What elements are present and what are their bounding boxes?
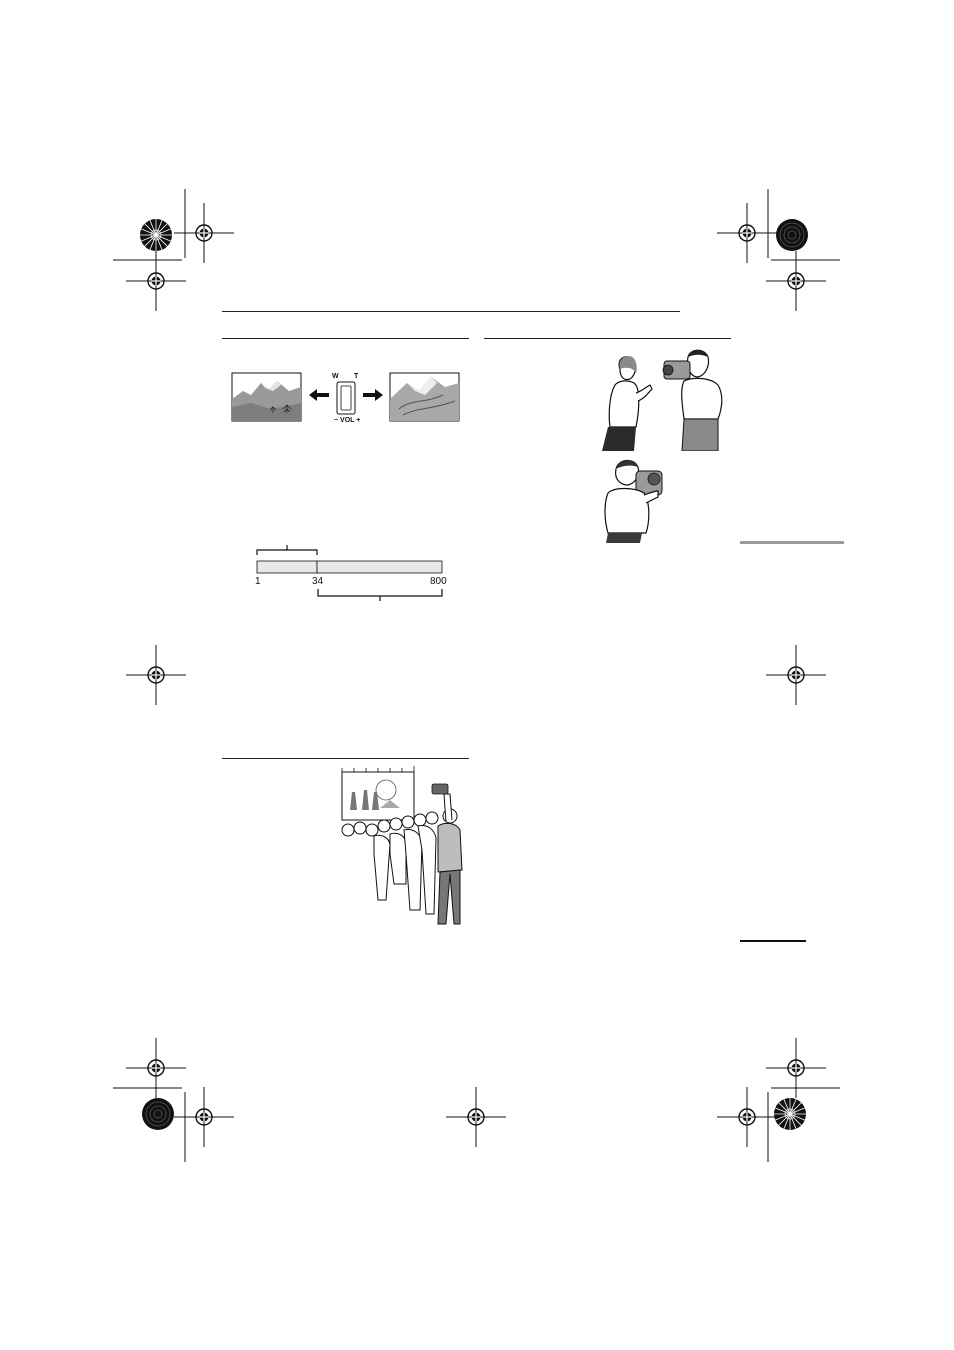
zoom-scale-start: 1: [255, 576, 261, 587]
svg-text:W: W: [332, 373, 339, 380]
arrow-left-icon: [309, 389, 329, 401]
registration-mark-icon: [174, 1087, 234, 1147]
crowd-stage-illustration: [334, 764, 474, 934]
side-rule: [740, 940, 806, 942]
starburst-mark-icon: [774, 1098, 806, 1130]
arrow-right-icon: [363, 389, 383, 401]
section-rule-lower-left: [222, 758, 469, 759]
header-rule: [222, 311, 680, 312]
starburst-mark-icon: [142, 1098, 174, 1130]
starburst-mark-icon: [776, 219, 808, 251]
telephoto-landscape-image: [390, 373, 459, 421]
registration-mark-icon: [446, 1087, 506, 1147]
registration-mark-icon: [126, 1038, 186, 1098]
interview-illustration: [600, 347, 740, 451]
side-tab: [740, 541, 844, 544]
zoom-scale-mid: 34: [312, 576, 324, 587]
man-with-camcorder-figure: [663, 350, 722, 451]
registration-mark-icon: [766, 645, 826, 705]
optical-zoom-segment: [257, 561, 317, 573]
camcorder-operator-illustration: [604, 455, 674, 543]
zoom-lever-icon: [332, 373, 360, 424]
registration-mark-icon: [766, 1038, 826, 1098]
digital-zoom-segment: [317, 561, 442, 573]
section-rule-left: [222, 338, 469, 339]
section-rule-right: [484, 338, 731, 339]
zoom-range-diagram: [252, 543, 452, 603]
zoom-scale-end: 800: [430, 576, 447, 587]
registration-mark-icon: [126, 645, 186, 705]
starburst-mark-icon: [140, 219, 172, 251]
wide-landscape-image: [232, 373, 301, 421]
svg-text:T: T: [354, 373, 359, 380]
zoom-illustration: [231, 369, 471, 425]
registration-mark-icon: [174, 203, 234, 263]
woman-figure: [602, 356, 652, 451]
svg-text:− VOL +: − VOL +: [334, 417, 361, 424]
